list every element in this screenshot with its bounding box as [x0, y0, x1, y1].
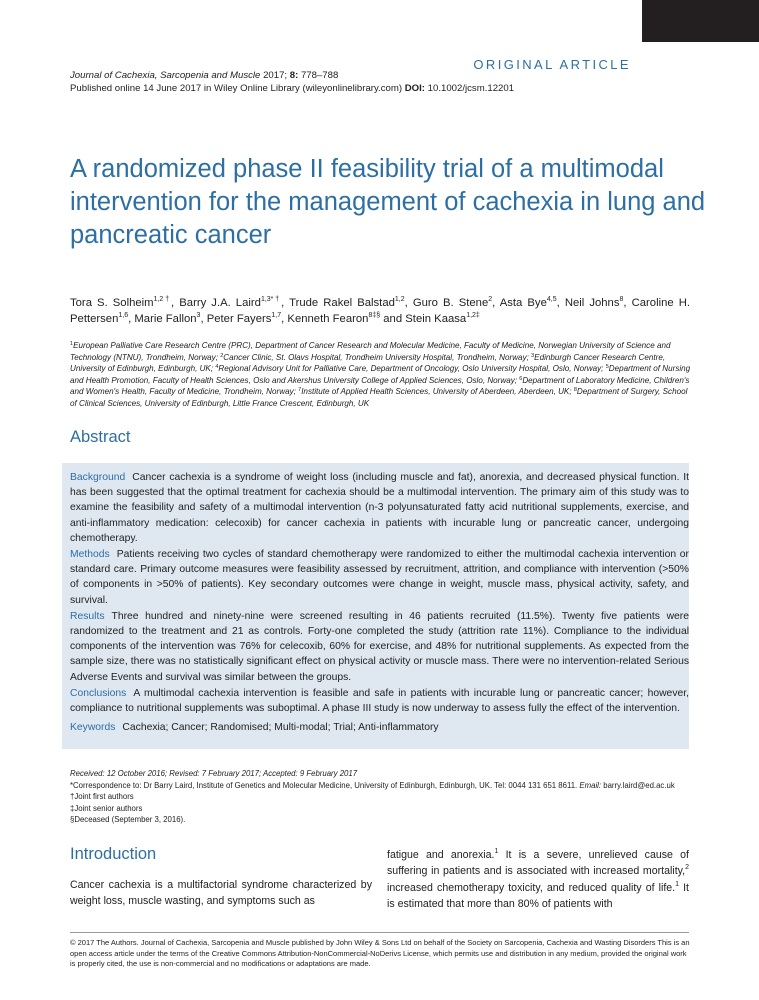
publication-line: [70, 83, 514, 94]
author-name: Caroline H. Pettersen: [70, 297, 691, 325]
author-name: Kenneth Fearon: [287, 313, 369, 325]
affiliation-marker: 5: [605, 364, 609, 371]
affiliation-marker: 8: [573, 387, 577, 394]
author-list: Tora S. Solheim$^{1,2\dagger}$, Barry J.A. Laird$^{1,3*\dagger}$, Trude Rakel Balstad$^{1,2}$, Guro B. Stene$^2$, Asta Bye$^{4,5}$, Neil Johns$^8$, Caroline H. Pettersen$^{1,6}$, Marie Fallon$^3$, Peter Fayers$^{1,7}$, Kenneth Fearon$^{8\ddagger\S}$ and Stein Kaasa$^{1,2\ddagger}$: [70, 296, 691, 325]
abstract-background: [70, 470, 689, 546]
intro-text-4: It is estimated that more than 80% of patients with: [387, 881, 689, 910]
affiliation-text: European Palliative Care Research Centre (PRC), Department of Cancer Research and Molecular Medicine, Faculty of Medicine, Norwegian University of Science and Technology (NTNU), Trondheim, Norway;: [70, 341, 671, 362]
background-text: Cancer cachexia is a syndrome of weight loss (including muscle and fat), anorexia, and decreased physical function. It has been suggested that the optimal treatment for cachexia should be a multimodal intervention. The primary aim of this study was to examine the feasibility and safety of a multimodal intervention (n-3 polyunsaturated fatty acid nutritional supplements, exercise, and anti-inflammatory medication: celecoxib) for cancer cachexia in patients with incurable lung or pancreatic cancer, undergoing chemotherapy.: [70, 472, 689, 544]
article-type-label: ORIGINAL ARTICLE: [473, 57, 631, 72]
author-affiliation-marker: 2: [488, 296, 493, 303]
results-text: Three hundred and ninety-nine were screened resulting in 46 patients recruited (11.5%). Twenty five patients were randomized to the treatment and 21 as controls. Forty-one completed the study (attrition rate 11%). Compliance to the individual components of the intervention was 76% for celecoxib, 60% for exercise, and 48% for nutritional supplements. As expected from the sample size, there was no statistically significant effect on physical activity or muscle mass. There were no intervention-related Serious Adverse Events and survival was similar between the groups.: [70, 610, 689, 683]
email-link[interactable]: barry.laird@ed.ac.uk: [603, 780, 675, 790]
abstract-conclusions: [70, 686, 689, 716]
author-affiliation-marker: 1,2: [394, 296, 405, 303]
affiliation-text: Edinburgh Cancer Research Centre, University of Edinburgh, Edinburgh, UK;: [70, 352, 666, 374]
affiliation-marker: 3: [531, 352, 535, 359]
introduction-heading: Introduction: [70, 845, 157, 863]
affiliation-marker: 2: [220, 352, 224, 359]
keywords-label: Keywords: [70, 722, 116, 734]
affiliation-text: Department of Laboratory Medicine, Children's and Women's Health, Faculty of Medicine, Trondheim, Norway;: [70, 375, 690, 397]
journal-year: 2017;: [263, 70, 288, 81]
author-name: Tora S. Solheim: [70, 297, 154, 309]
citation-1[interactable]: 1: [494, 848, 499, 855]
abstract-keywords: [70, 720, 689, 735]
author-name: Barry J.A. Laird: [179, 297, 261, 309]
methods-label: Methods: [70, 549, 110, 561]
author-name: Trude Rakel Balstad: [289, 297, 395, 309]
joint-senior-note: ‡Joint senior authors: [70, 803, 143, 813]
author-affiliation-marker: 4,5: [546, 296, 557, 303]
intro-text-3: increased chemotherapy toxicity, and reduced quality of life.: [387, 881, 676, 894]
abstract-results: [70, 609, 689, 685]
email-label: Email:: [579, 780, 602, 790]
author-affiliation-marker: 1,7: [271, 312, 282, 319]
author-affiliation-marker: 1,3*†: [260, 296, 282, 303]
intro-text-1: fatigue and anorexia.: [387, 849, 495, 861]
author-affiliation-marker: 1,6: [118, 312, 129, 319]
author-name: Guro B. Stene: [412, 297, 489, 309]
affiliation-marker: 1: [70, 341, 74, 347]
conclusions-text: A multimodal cachexia intervention is feasible and safe in patients with incurable lung or pancreatic cancer; however, compliance to nutritional supplements was suboptimal. A phase III study is now underway to assess fully the effect of the intervention.: [70, 687, 689, 715]
conclusions-label: Conclusions: [70, 687, 127, 699]
keywords-text: Cachexia; Cancer; Randomised; Multi-modal; Trial; Anti-inflammatory: [122, 722, 439, 734]
abstract-heading: Abstract: [70, 428, 131, 446]
author-name: Marie Fallon: [134, 313, 197, 325]
doi-label: DOI:: [404, 83, 425, 94]
corner-tab: [642, 0, 759, 42]
author-affiliation-marker: 8‡§: [368, 312, 381, 319]
citation-3[interactable]: 1: [675, 880, 680, 888]
citation-2[interactable]: 2: [685, 864, 689, 872]
methods-text: Patients receiving two cycles of standard chemotherapy were randomized to either the multimodal cachexia intervention or standard care. Primary outcome measures were feasibility assessed by recruitment, attrition, and compliance with intervention (>50% of components in >50% of patients). Key secondary outcomes were change in weight, muscle mass, physical activity, safety, and survival.: [70, 549, 689, 606]
author-name: Neil Johns: [564, 297, 620, 309]
introduction-right-column: [387, 847, 689, 912]
article-title: A randomized phase II feasibility trial of a multimodal intervention for the management of cachexia in lung and pancreatic cancer: [70, 155, 706, 249]
affiliations: [70, 340, 692, 410]
journal-citation: [70, 70, 338, 81]
correspondence: [70, 780, 700, 792]
journal-volume: 8:: [289, 70, 299, 81]
affiliation-text: Department of Nursing and Health Promotion, Faculty of Health Sciences, Oslo and Akershus University College of Applied Sciences, Oslo, Norway;: [70, 364, 691, 385]
affiliation-text: Cancer Clinic, St. Olavs Hospital, Trondheim University Hospital, Trondheim, Norway;: [223, 352, 532, 362]
author-affiliation-marker: 3: [196, 312, 201, 319]
deceased-note: §Deceased (September 3, 2016).: [70, 815, 186, 825]
footer-divider: [70, 932, 689, 933]
author-affiliation-marker: 1,2‡: [466, 312, 480, 319]
background-label: Background: [70, 472, 126, 483]
introduction-left-column: Cancer cachexia is a multifactorial syndrome characterized by weight loss, muscle wasting, and symptoms such as: [70, 879, 372, 908]
intro-text-2: It is a severe, unrelieved cause of suffering in patients and is associated with increased mortality,: [387, 849, 689, 878]
journal-pages: 778–788: [300, 70, 339, 81]
journal-name: Journal of Cachexia, Sarcopenia and Muscle: [70, 70, 261, 81]
author-affiliation-marker: 1,2†: [153, 296, 172, 303]
author-name: Peter Fayers: [206, 313, 272, 325]
published-text: Published online 14 June 2017 in Wiley Online Library (wileyonlinelibrary.com): [70, 83, 403, 94]
results-label: Results: [70, 610, 105, 622]
affiliation-text: Regional Advisory Unit for Palliative Care, Department of Oncology, Oslo University Hospital, Oslo, Norway;: [218, 364, 606, 374]
affiliation-marker: 4: [215, 364, 219, 371]
affiliation-marker: 6: [519, 375, 523, 382]
affiliation-marker: 7: [298, 387, 302, 394]
abstract-methods: [70, 547, 689, 608]
author-name: Asta Bye: [499, 297, 547, 309]
joint-first-note: †Joint first authors: [70, 792, 134, 802]
doi-link[interactable]: 10.1002/jcsm.12201: [427, 83, 515, 94]
author-affiliation-marker: 8: [619, 296, 624, 303]
license-footer: © 2017 The Authors. Journal of Cachexia, Sarcopenia and Muscle published by John Wiley & Sons Ltd on behalf of the Society on Sarcopenia, Cachexia and Wasting Disorders This is an open access article under the terms of the Creative Commons Attribution-NonCommercial-NoDerivs License, which permits use and distribution in any medium, provided the original work is properly cited, the use is non-commercial and no modifications or adaptations are made.: [70, 938, 690, 969]
abstract-body: [70, 470, 689, 736]
affiliation-text: Institute of Applied Health Sciences, University of Aberdeen, Aberdeen, UK;: [301, 387, 574, 397]
author-name: Stein Kaasa: [405, 313, 467, 325]
correspondence-text: *Correspondence to: Dr Barry Laird, Institute of Genetics and Molecular Medicine, University of Edinburgh, Edinburgh, UK. Tel: 0044 131 651 8611.: [70, 780, 578, 790]
received-dates: Received: 12 October 2016; Revised: 7 February 2017; Accepted: 9 February 2017: [70, 769, 358, 778]
article-metadata: [70, 768, 700, 826]
affiliation-text: Department of Surgery, School of Clinical Sciences, University of Edinburgh, Little France Crescent, Edinburgh, UK: [70, 387, 688, 408]
